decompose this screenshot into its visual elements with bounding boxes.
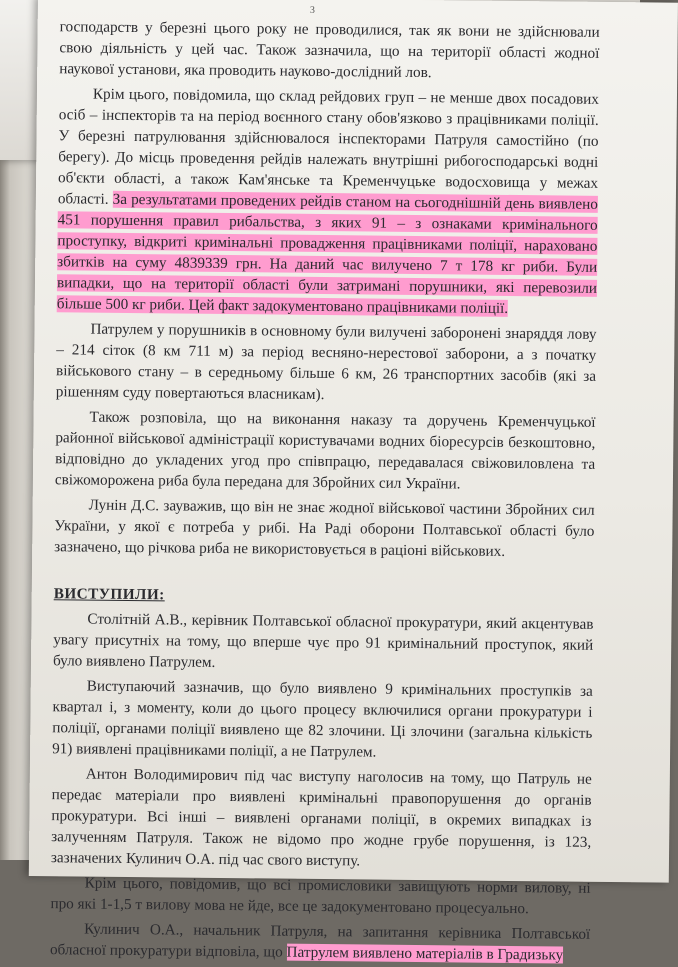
paragraph-lunin-remark: Лунін Д.С. зауважив, що він не знає жодної військової частини Збройних сил України, у якої є потреба у рибі. На Раді оборони Полтавської області було зазначено, що річкова риба не використовується в раціоні військових. [54,496,595,560]
paragraph-fisheries-research: господарств у березні цього року не проводилися, так як вони не здійснювали свою діяльність у цей час. Також зазначила, що на території області жодної наукової установи, яка проводить науково-дослідний лов. [59,18,600,82]
paragraph-raid-groups [57,83,599,320]
highlight-hradyzk: Патрулем виявлено матеріалів в Градизьку [286,943,564,964]
paragraph-quotas: Крім цього, повідомив, що всі промисловики завищують норми вилову, ні про які 1-1,5 т вилову мова не йде, все це задокументовано процесуально. [50,874,591,918]
kulynych-text: Кулинич О.А., начальник Патруля, на запитання керівника Полтавської обласної прокуратури відповіла, що [49,920,591,961]
document-body [50,16,600,966]
paragraph-stolitniy: Столітній А.В., керівник Полтавської обласної прокуратури, який акцентував увагу присутніх на тому, що вперше чує про 91 кримінальний проступок, який було виявлено Патрулем. [52,610,594,671]
document-page [29,0,678,964]
raid-groups-text: Крім цього, повідомила, що склад рейдових груп – не менше двох посадових осіб – інспекторів та на період воєнного стану обов'язково з працівниками поліції. У березні патрулювання здійснювалося інспекторами Патруля самостійно (по берегу). До місць проведення рейдів належать внутрішні рибогосподарські водні об'єкти області, а також Кам'янське та Кременчуцьке водосховища у межах області. [57,85,600,208]
paragraph-anton: Антон Володимирович під час виступу наголосив на тому, що Патруль не передає матеріали про виявлені кримінальні правопорушення до органів прокуратури. Всі інші – виявлені органами поліції, в окремих випадках із залученням Патруля. Також не відомо про жодне грубе порушення, із 123, зазначених Кулинич О.А. під час свого виступу. [50,765,592,870]
paragraph-fish-for-army: Також розповіла, що на виконання наказу та доручень Кременчуцької районної військової адміністрації користувачами водних біоресурсів безкоштовно, відповідно до укладених угод про співпрацю, передавалася свіжовиловлена та свіжоморожена риба була передана для Збройних сил України. [54,408,596,493]
page-number: 3 [309,4,315,16]
paragraph-speaker-noted: Виступаючий зазначив, що було виявлено 9 кримінальних проступків за квартал і, з моменту, коли до цього процесу включилися органи прокуратури і поліції, органами поліції виявлено ще 82 злочини. Ці злочини (загальна кількість 91) виявлені працівниками поліції, а не Патрулем. [52,677,593,761]
section-heading-speeches: ВИСТУПИЛИ: [53,585,165,604]
highlight-raid-results: За результатами проведених рейдів станом на сьогоднішній день виявлено 451 порушення правил рибальства, з яких 91 – з ознаками кримінального проступку, відкриті кримінальні провадження працівниками поліції, нараховано збитків на суму 4839339 грн. На даний час вилучено 7 т 178 кг риби. Були випадки, що на території області були затримані порушники, які перевозили більше 500 кг риби. Цей факт задокументовано працівниками поліції. [56,190,598,317]
paragraph-confiscated-gear: Патрулем у порушників в основному були вилучені заборонені знаряддя лову – 214 сіток (8 км 711 м) за період весняно-нерестової заборони, а з початку військового стану – в середньому більше 6 км, 26 транспортних засобів (які за рішенням суду повертаються власникам). [55,320,597,404]
paragraph-kulynych [50,918,590,966]
